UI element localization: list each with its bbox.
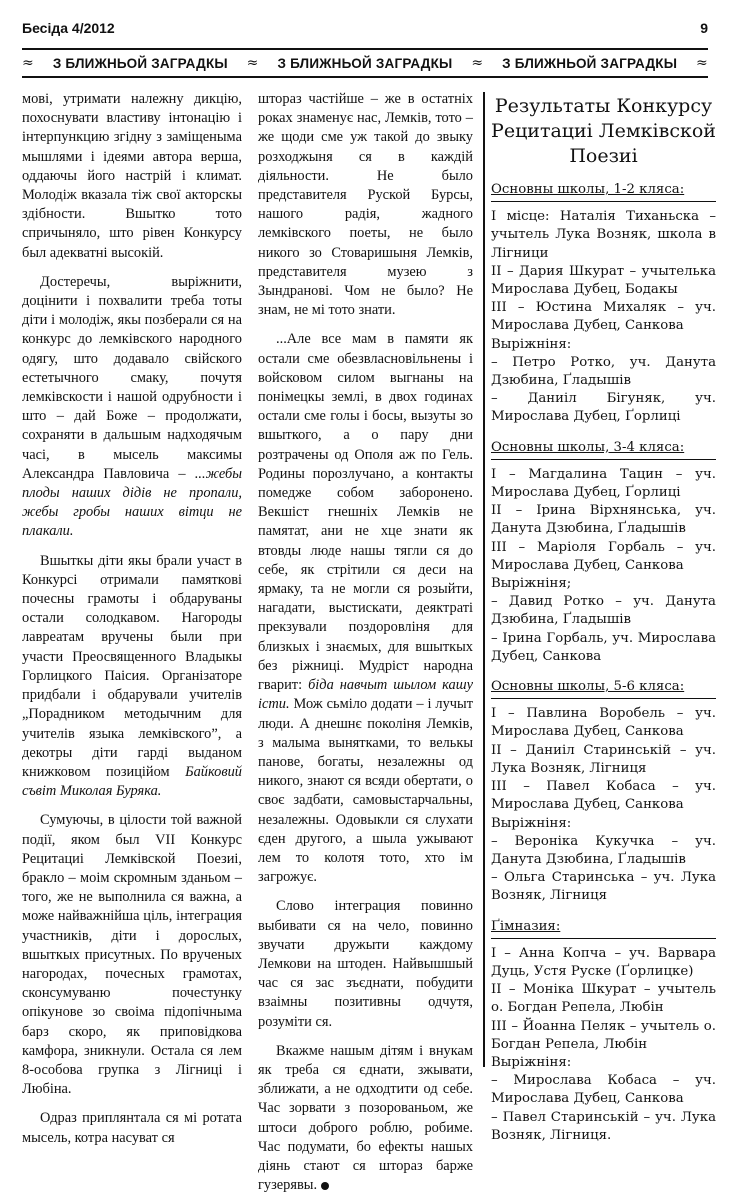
result-entry: ІІІ – Павел Кобаса – уч. Мирослава Дубец, Санкова: [491, 779, 716, 813]
result-entry: Выріжніня:: [491, 336, 572, 352]
result-entry: ІІІ – Юстина Михаляк – уч. Мирослава Дубец, Санкова: [491, 300, 716, 334]
paragraph: [22, 552, 242, 802]
divider: [491, 938, 716, 939]
paragraph-text: Вшыткы діти якы брали участ в Конкурсі отримали памяткові почесны грамоты і обдаруваны остали солодкавом. Нагороды лавреатам вручены были при участи Преосвященного Владыкы Горлицкого Паісия. Організаторе придбали і обдарували учителів „Порадником методычним для учителів языка лемківского”, а декотры діти гарді выданом книжковом позиційом: [22, 552, 242, 780]
category-heading: Основны школы, 5-6 кляса:: [491, 679, 685, 695]
result-entry: – Павел Старинській – уч. Лука Возняк, Лігниця.: [491, 1109, 716, 1143]
result-entry: Выріжніня:: [491, 815, 572, 831]
result-entry: ІІ – Дария Шкурат – учытелька Мирослава Дубец, Бодакы: [491, 263, 716, 298]
result-entry: ІІІ – Йоанна Пеляк – учытель о. Богдан Репела, Любін: [491, 1018, 716, 1052]
divider: [491, 698, 716, 699]
result-entry: Выріжніня:: [491, 1054, 572, 1070]
article-column-1: [22, 90, 242, 1148]
paragraph: Одраз приплянтала ся мі ротата мысель, котра насуват ся: [22, 1110, 242, 1146]
article-column-2: [258, 90, 473, 1195]
result-entry: І місце: Наталія Тиханьска – учытель Лука Возняк, школа в Лігници: [491, 209, 716, 261]
end-mark-icon: [321, 1182, 329, 1190]
paragraph: Слово інтеграция повинно выбивати ся на чело, повинно звучати дружыти каждому Лемкови на штоден. Найвышшый час ся зас зъєднати, побудити взаімны позитивны одчутя, розуміти ся.: [258, 898, 473, 1030]
results-sidebar: [483, 92, 716, 1143]
result-entry: ІІ – Ірина Вірхнянська, уч. Данута Дзюбина, Ґладышів: [491, 503, 716, 537]
divider: [491, 459, 716, 460]
result-entry: – Ірина Горбаль, уч. Мирослава Дубец, Санкова: [491, 630, 716, 664]
spacer: [491, 427, 716, 437]
category-heading: Основны школы, 3-4 кляса:: [491, 439, 685, 455]
result-entry: – Вероніка Кукучка – уч. Данута Дзюбина, Ґладышів: [491, 833, 716, 867]
section-title-1: З БЛИЖНЬОЙ ЗАГРАДКЫ: [52, 55, 228, 71]
result-entry: – Петро Ротко, уч. Данута Дзюбина, Ґладышів: [491, 354, 716, 389]
result-entry: І – Павлина Воробель – уч. Мирослава Дубец, Санкова: [491, 706, 716, 740]
spacer: [491, 1145, 716, 1155]
result-entry: ІІ – Даниіл Старинській – уч. Лука Возняк, Лігниця: [491, 742, 716, 776]
quote: ...жебы плоды наших дідів не пропали, жебы гробы наших вітци не плакали.: [22, 465, 242, 540]
ornament-icon: ≈: [246, 55, 259, 71]
category-heading: Основны школы, 1-2 кляса:: [491, 182, 685, 197]
result-entry: – Ольга Старинська – уч. Лука Возняк, Лігниця: [491, 870, 716, 904]
ornament-icon: ≈: [471, 55, 484, 71]
paragraph: штораз частійше – же в остатніх роках знаменує нас, Лемків, тото – же щоди сме уж такой до звыку розходжыня ся в каждій діяльности. Не было представителя Руской Бурсы, нашого радія, жадного лемківского поеты, не было никого зо Стоваришыня Лемків, представителя музею з Зындранові. Чом не было? Не знам, не мі тото знати.: [258, 91, 473, 319]
result-entry: – Мирослава Кобаса – уч. Мирослава Дубец, Санкова: [491, 1073, 716, 1107]
paragraph: [258, 1042, 473, 1195]
sidebar-title: Результаты Конкурсу Рецитациі Лемківской Поезиі: [491, 95, 716, 167]
paragraph: [22, 273, 242, 542]
paragraph: мові, утримати належну дикцію, похоснувати властиву інтонацію і інтерпункцию згідну з заміщенымa мышлями і ідеями автора вершa, оддаючы його настрій і климат. Молодіж вказала тіж свої акторскы здібности. Вшытко тото спричыняло, што рівен Конкурсу был адекватні высокій.: [22, 91, 242, 261]
section-band: [22, 48, 708, 78]
result-entry: – Давид Ротко – уч. Данута Дзюбина, Ґладышів: [491, 594, 716, 628]
ornament-icon: ≈: [696, 55, 708, 71]
paragraph-text: Вкажме нашым дітям і внукам як треба ся єднати, зжывати, зближати, а не одходтити од себе. Час зорвати з позорованьом, же штоси доброго роблю, робиме. Час подумати, бо ефекты нашых діянь стают ся штораз барже гузерявы.: [258, 1042, 473, 1194]
page-header: [22, 20, 708, 40]
paragraph-text: Достеречы, выріжнити, доцінити і похвалити треба тоты діти і молодіж, якы позберали ся на конкурс до лемківского народного одягу, што додавало свійского естетычного смаку, почутя лемківскости і нашой одрубности і што – дай Боже – продолжати, сохраняти в дальшым надходячым часі, в мысель максимы Александра Павловича –: [22, 273, 242, 482]
book-title: Байковий съвіт Миколая Буряка.: [22, 763, 242, 800]
ornament-icon: ≈: [22, 55, 34, 71]
result-entry: ІІ – Моніка Шкурат – учытель о. Богдан Репела, Любін: [491, 982, 716, 1016]
saying: біда навчыт шылом кашу істи.: [258, 677, 473, 713]
issue-label: Бесіда 4/2012: [22, 20, 115, 36]
section-title-2: З БЛИЖНЬОЙ ЗАГРАДКЫ: [277, 55, 453, 71]
section-title-3: З БЛИЖНЬОЙ ЗАГРАДКЫ: [502, 55, 678, 71]
divider: [491, 201, 716, 202]
paragraph: [258, 330, 473, 887]
category-heading: Ґімназия:: [491, 918, 561, 934]
result-entry: І – Магдалина Тацин – уч. Мирослава Дубец, Ґорлиці: [491, 466, 716, 501]
results-groups: [491, 181, 716, 1155]
page-number: 9: [700, 20, 708, 36]
result-entry: ІІІ – Маріоля Горбаль – уч. Мирослава Дубец, Санкова: [491, 539, 716, 573]
result-entry: Выріжніня;: [491, 576, 572, 592]
paragraph: Сумуючы, в цілости той важной події, яком был VII Конкурс Рецитациі Лемківской Поезиі, бракло – моім скромным зданьом – того, же не выполнила ся важна, а може найважнійша ціль, інтеграция участників, діти і дорослых, вшыткых присутных. По врученых нагородах, почесных грамотах, сконсумуваню почестунку опікунове зо своіма підопічныма барз скоро, як приповідкова камфора, зникнули. Остала ся лем 8-особова групка з Лігниці і Любіна.: [22, 812, 242, 1098]
result-entry: – Даниіл Бігуняк, уч. Мирослава Дубец, Ґорлиці: [491, 391, 716, 425]
result-entry: І – Анна Копча – уч. Варвара Дуць, Устя Руске (Ґорлицке): [491, 945, 716, 979]
spacer: [491, 666, 716, 676]
spacer: [491, 906, 716, 916]
paragraph-text: Мож сьміло додати – і лучыт люди. А днешнє поколіня Лемків, з малыма вынятками, то велькы панове, богаты, незалежны од никого, знают ся всяди обертати, о своє задбати, самовыстарчальны, незалежны. Одовыкли ся слухати єден другого, а шыла ужывают лем то колотя тото, хто ім загрожує.: [258, 696, 473, 886]
paragraph-text: ...Але все мам в памяти як остали сме обезвласновільнены і вoйсковом силом выгнаны на понімецкы землі, в двох годинах остали сме голы і босы, вызуты зо вшыткого, а о пару дни розтрачены од Ополя аж по Гель. Родины порозлучано, а контакты помедже собом заборонено. Векшіст гнешніх Лемків не памятат, ани не хце знати як втовды люде нашы тягли ся до себе, як стрітили ся деси на ярмаку, та не могли ся розыйти, нагадати, выстискати, деяктраті прекзували поздоровліня для близкых і знаємых, для вшыткых без ріжниці. Мудріст народна гварит:: [258, 331, 473, 694]
